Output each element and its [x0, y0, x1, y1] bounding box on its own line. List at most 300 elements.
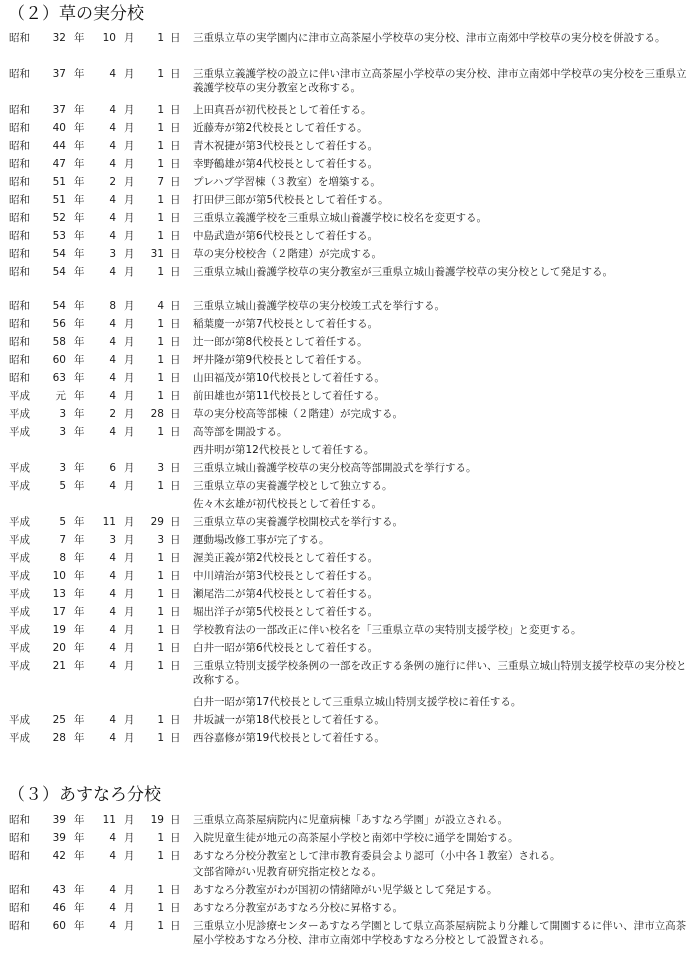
month-label: 月	[124, 516, 135, 528]
month-value: 4	[109, 902, 116, 914]
year-value: 8	[59, 552, 66, 564]
era-name: 平成	[9, 408, 30, 420]
day-value: 4	[157, 300, 164, 312]
year-value: 20	[52, 642, 66, 654]
era-name: 昭和	[9, 300, 30, 312]
era-name: 平成	[9, 426, 30, 438]
month-label: 月	[124, 212, 135, 224]
event-description: 瀬尾浩二が第4代校長として着任する。	[193, 588, 379, 600]
era-name: 昭和	[9, 122, 30, 134]
month-value: 4	[109, 266, 116, 278]
year-value: 37	[52, 68, 66, 80]
month-value: 4	[109, 372, 116, 384]
year-label: 年	[74, 588, 85, 600]
day-value: 1	[157, 318, 164, 330]
day-value: 1	[157, 606, 164, 618]
day-value: 1	[157, 140, 164, 152]
month-label: 月	[124, 624, 135, 636]
year-label: 年	[74, 714, 85, 726]
month-label: 月	[124, 660, 135, 672]
event-description: あすなろ分教室がわが国初の情緒障がい児学級として発足する。	[193, 884, 498, 896]
month-value: 4	[109, 336, 116, 348]
day-value: 1	[157, 212, 164, 224]
year-label: 年	[74, 642, 85, 654]
month-label: 月	[124, 354, 135, 366]
year-label: 年	[74, 248, 85, 260]
year-value: 63	[52, 372, 66, 384]
era-name: 平成	[9, 714, 30, 726]
year-label: 年	[74, 426, 85, 438]
day-value: 1	[157, 902, 164, 914]
year-label: 年	[74, 606, 85, 618]
era-name: 昭和	[9, 32, 30, 44]
year-label: 年	[74, 318, 85, 330]
era-name: 昭和	[9, 814, 30, 826]
day-value: 19	[150, 814, 164, 826]
month-label: 月	[124, 158, 135, 170]
day-value: 1	[157, 714, 164, 726]
day-value: 1	[157, 230, 164, 242]
event-description: 高等部を開設する。	[193, 426, 288, 438]
event-description: 井坂誠一が第18代校長として着任する。	[193, 714, 385, 726]
month-value: 4	[109, 122, 116, 134]
era-name: 昭和	[9, 920, 30, 932]
month-value: 11	[102, 814, 116, 826]
era-name: 昭和	[9, 318, 30, 330]
month-label: 月	[124, 122, 135, 134]
event-description: 西谷嘉修が第19代校長として着任する。	[193, 732, 385, 744]
era-name: 昭和	[9, 832, 30, 844]
day-value: 3	[157, 534, 164, 546]
event-description: 三重県立高茶屋病院内に児童病棟「あすなろ学園」が設立される。	[193, 814, 508, 826]
year-label: 年	[74, 32, 85, 44]
month-value: 4	[109, 732, 116, 744]
month-label: 月	[124, 372, 135, 384]
event-description: 三重県立草の実養護学校として独立する。	[193, 480, 393, 492]
month-value: 4	[109, 158, 116, 170]
month-label: 月	[124, 534, 135, 546]
month-label: 月	[124, 732, 135, 744]
era-name: 平成	[9, 462, 30, 474]
day-label: 日	[170, 660, 181, 672]
month-value: 4	[109, 354, 116, 366]
event-description: 稲葉慶一が第7代校長として着任する。	[193, 318, 379, 330]
month-value: 2	[109, 176, 116, 188]
day-value: 1	[157, 552, 164, 564]
year-label: 年	[74, 660, 85, 672]
day-label: 日	[170, 68, 181, 80]
year-value: 13	[52, 588, 66, 600]
year-label: 年	[74, 390, 85, 402]
event-description: あすなろ分教室があすなろ分校に昇格する。	[193, 902, 403, 914]
month-label: 月	[124, 266, 135, 278]
event-description: 打田伊三郎が第5代校長として着任する。	[193, 194, 389, 206]
day-value: 1	[157, 920, 164, 932]
year-label: 年	[74, 850, 85, 862]
era-name: 平成	[9, 732, 30, 744]
day-label: 日	[170, 390, 181, 402]
month-label: 月	[124, 300, 135, 312]
month-value: 4	[109, 194, 116, 206]
year-value: 3	[59, 426, 66, 438]
event-description: 前田雄也が第11代校長として着任する。	[193, 390, 385, 402]
month-label: 月	[124, 248, 135, 260]
era-name: 平成	[9, 516, 30, 528]
day-value: 1	[157, 32, 164, 44]
month-value: 4	[109, 884, 116, 896]
year-value: 7	[59, 534, 66, 546]
event-description: 三重県立草の実養護学校開校式を挙行する。	[193, 516, 403, 528]
day-label: 日	[170, 176, 181, 188]
event-description: 堀出洋子が第5代校長として着任する。	[193, 606, 379, 618]
event-description: 佐々木玄雄が初代校長として着任する。	[193, 498, 382, 510]
event-description: 入院児童生徒が地元の高茶屋小学校と南郊中学校に通学を開始する。	[193, 832, 519, 844]
event-description: プレハブ学習棟（３教室）を増築する。	[193, 176, 381, 188]
day-value: 1	[157, 158, 164, 170]
era-name: 昭和	[9, 230, 30, 242]
day-value: 1	[157, 266, 164, 278]
event-description: 三重県立義護学校の設立に伴い津市立高茶屋小学校草の実分校、津市立南郊中学校草の実分校を三重県立義護学校草の実分教室と改称する。	[193, 68, 687, 94]
day-value: 1	[157, 660, 164, 672]
day-label: 日	[170, 920, 181, 932]
month-label: 月	[124, 318, 135, 330]
month-value: 4	[109, 212, 116, 224]
month-label: 月	[124, 642, 135, 654]
day-label: 日	[170, 884, 181, 896]
year-label: 年	[74, 516, 85, 528]
day-label: 日	[170, 336, 181, 348]
month-label: 月	[124, 336, 135, 348]
month-value: 4	[109, 140, 116, 152]
event-description: あすなろ分校分教室として津市教育委員会より認可（小中各１教室）される。	[193, 850, 561, 862]
day-value: 1	[157, 850, 164, 862]
day-value: 1	[157, 372, 164, 384]
day-label: 日	[170, 32, 181, 44]
day-value: 1	[157, 336, 164, 348]
month-value: 4	[109, 624, 116, 636]
event-description: 近藤寿が第2代校長として着任する。	[193, 122, 368, 134]
year-value: 25	[52, 714, 66, 726]
year-label: 年	[74, 570, 85, 582]
month-value: 4	[109, 588, 116, 600]
year-value: 10	[52, 570, 66, 582]
month-label: 月	[124, 884, 135, 896]
year-label: 年	[74, 300, 85, 312]
event-description: 三重県立草の実学園内に津市立高茶屋小学校草の実分校、津市立南郊中学校草の実分校を併設する。	[193, 32, 666, 44]
day-label: 日	[170, 230, 181, 242]
month-value: 4	[109, 390, 116, 402]
year-value: 32	[52, 32, 66, 44]
year-value: 60	[52, 354, 66, 366]
event-description: 白井一昭が第17代校長として三重県立城山特別支援学校に着任する。	[193, 696, 522, 708]
year-label: 年	[74, 408, 85, 420]
day-label: 日	[170, 104, 181, 116]
day-value: 1	[157, 642, 164, 654]
day-label: 日	[170, 122, 181, 134]
day-label: 日	[170, 624, 181, 636]
day-value: 3	[157, 462, 164, 474]
month-label: 月	[124, 68, 135, 80]
month-label: 月	[124, 32, 135, 44]
era-name: 昭和	[9, 212, 30, 224]
day-label: 日	[170, 318, 181, 330]
section-title-kusanomi: （２）草の実分校	[8, 4, 144, 24]
era-name: 昭和	[9, 850, 30, 862]
month-label: 月	[124, 588, 135, 600]
year-value: 54	[52, 266, 66, 278]
month-label: 月	[124, 426, 135, 438]
month-label: 月	[124, 176, 135, 188]
year-label: 年	[74, 176, 85, 188]
day-label: 日	[170, 212, 181, 224]
year-label: 年	[74, 140, 85, 152]
day-label: 日	[170, 248, 181, 260]
era-name: 昭和	[9, 884, 30, 896]
event-description: 三重県立義護学校を三重県立城山養護学校に校名を変更する。	[193, 212, 487, 224]
day-value: 28	[150, 408, 164, 420]
era-name: 平成	[9, 570, 30, 582]
month-label: 月	[124, 104, 135, 116]
era-name: 昭和	[9, 336, 30, 348]
event-description: 中川靖治が第3代校長として着任する。	[193, 570, 379, 582]
era-name: 平成	[9, 606, 30, 618]
day-value: 1	[157, 354, 164, 366]
month-value: 4	[109, 920, 116, 932]
month-value: 4	[109, 606, 116, 618]
year-value: 39	[52, 832, 66, 844]
event-description: 中島武造が第6代校長として着任する。	[193, 230, 379, 242]
month-label: 月	[124, 480, 135, 492]
day-value: 1	[157, 884, 164, 896]
year-label: 年	[74, 902, 85, 914]
month-label: 月	[124, 832, 135, 844]
day-label: 日	[170, 588, 181, 600]
year-value: 52	[52, 212, 66, 224]
era-name: 昭和	[9, 68, 30, 80]
era-name: 平成	[9, 588, 30, 600]
year-value: 43	[52, 884, 66, 896]
year-label: 年	[74, 372, 85, 384]
day-value: 1	[157, 732, 164, 744]
year-label: 年	[74, 552, 85, 564]
event-description: 草の実分校校舎（２階建）が完成する。	[193, 248, 382, 260]
year-value: 28	[52, 732, 66, 744]
day-value: 1	[157, 426, 164, 438]
day-label: 日	[170, 814, 181, 826]
year-label: 年	[74, 122, 85, 134]
era-name: 昭和	[9, 248, 30, 260]
month-label: 月	[124, 140, 135, 152]
month-value: 8	[109, 300, 116, 312]
year-value: 40	[52, 122, 66, 134]
day-label: 日	[170, 534, 181, 546]
section-title-asunaro: （３）あすなろ分校	[8, 785, 161, 805]
era-name: 平成	[9, 534, 30, 546]
year-value: 53	[52, 230, 66, 242]
year-value: 47	[52, 158, 66, 170]
day-label: 日	[170, 516, 181, 528]
day-value: 1	[157, 570, 164, 582]
era-name: 昭和	[9, 902, 30, 914]
event-description: 三重県立小児診療センターあすなろ学園として県立高茶屋病院より分離して開園するに伴い、津市立高茶屋小学校あすなろ分校、津市立南郊中学校あすなろ分校として設置される。	[193, 920, 687, 946]
event-description: 三重県立城山養護学校草の実分教室が三重県立城山養護学校草の実分校として発足する。	[193, 266, 613, 278]
day-value: 1	[157, 390, 164, 402]
day-label: 日	[170, 140, 181, 152]
month-value: 6	[109, 462, 116, 474]
year-value: 51	[52, 194, 66, 206]
year-value: 51	[52, 176, 66, 188]
year-value: 44	[52, 140, 66, 152]
year-label: 年	[74, 732, 85, 744]
day-label: 日	[170, 902, 181, 914]
era-name: 平成	[9, 642, 30, 654]
month-value: 11	[102, 516, 116, 528]
day-label: 日	[170, 426, 181, 438]
day-label: 日	[170, 266, 181, 278]
year-label: 年	[74, 920, 85, 932]
year-label: 年	[74, 480, 85, 492]
day-value: 1	[157, 624, 164, 636]
era-name: 昭和	[9, 104, 30, 116]
year-label: 年	[74, 884, 85, 896]
year-value: 5	[59, 480, 66, 492]
month-value: 4	[109, 850, 116, 862]
month-label: 月	[124, 570, 135, 582]
year-label: 年	[74, 336, 85, 348]
era-name: 昭和	[9, 140, 30, 152]
era-name: 昭和	[9, 176, 30, 188]
day-value: 31	[150, 248, 164, 260]
era-name: 平成	[9, 552, 30, 564]
month-label: 月	[124, 920, 135, 932]
event-description: 辻一郎が第8代校長として着任する。	[193, 336, 368, 348]
month-value: 2	[109, 408, 116, 420]
day-label: 日	[170, 642, 181, 654]
month-value: 4	[109, 230, 116, 242]
year-value: 21	[52, 660, 66, 672]
year-label: 年	[74, 212, 85, 224]
month-value: 4	[109, 714, 116, 726]
day-value: 29	[150, 516, 164, 528]
year-label: 年	[74, 534, 85, 546]
day-label: 日	[170, 552, 181, 564]
event-description: 草の実分校高等部棟（２階建）が完成する。	[193, 408, 403, 420]
year-label: 年	[74, 68, 85, 80]
year-label: 年	[74, 462, 85, 474]
year-value: 42	[52, 850, 66, 862]
month-value: 4	[109, 552, 116, 564]
event-description: 上田真吾が初代校長として着任する。	[193, 104, 372, 116]
month-value: 4	[109, 104, 116, 116]
day-label: 日	[170, 732, 181, 744]
day-label: 日	[170, 606, 181, 618]
month-value: 4	[109, 426, 116, 438]
day-label: 日	[170, 372, 181, 384]
event-description: 白井一昭が第6代校長として着任する。	[193, 642, 379, 654]
event-description: 文部省障がい児教育研究指定校となる。	[193, 866, 382, 878]
year-value: 17	[52, 606, 66, 618]
year-value: 56	[52, 318, 66, 330]
year-value: 58	[52, 336, 66, 348]
era-name: 平成	[9, 390, 30, 402]
event-description: 渥美正義が第2代校長として着任する。	[193, 552, 379, 564]
day-label: 日	[170, 850, 181, 862]
day-label: 日	[170, 194, 181, 206]
month-label: 月	[124, 902, 135, 914]
year-value: 39	[52, 814, 66, 826]
year-label: 年	[74, 266, 85, 278]
era-name: 昭和	[9, 354, 30, 366]
day-label: 日	[170, 462, 181, 474]
day-label: 日	[170, 354, 181, 366]
month-value: 4	[109, 660, 116, 672]
day-label: 日	[170, 408, 181, 420]
day-value: 1	[157, 832, 164, 844]
event-description: 三重県立特別支援学校条例の一部を改正する条例の施行に伴い、三重県立城山特別支援学校草の実分校と改称する。	[193, 660, 687, 686]
month-value: 4	[109, 642, 116, 654]
month-value: 10	[102, 32, 116, 44]
year-label: 年	[74, 158, 85, 170]
event-description: 学校教育法の一部改正に伴い校名を「三重県立草の実特別支援学校」と変更する。	[193, 624, 582, 636]
era-name: 昭和	[9, 194, 30, 206]
year-value: 37	[52, 104, 66, 116]
year-label: 年	[74, 624, 85, 636]
event-description: 青木祝捷が第3代校長として着任する。	[193, 140, 379, 152]
day-label: 日	[170, 714, 181, 726]
month-label: 月	[124, 230, 135, 242]
month-value: 3	[109, 248, 116, 260]
day-value: 1	[157, 68, 164, 80]
month-value: 4	[109, 832, 116, 844]
year-value: 60	[52, 920, 66, 932]
month-label: 月	[124, 390, 135, 402]
year-value: 46	[52, 902, 66, 914]
year-value: 元	[55, 390, 66, 402]
era-name: 平成	[9, 624, 30, 636]
month-value: 3	[109, 534, 116, 546]
year-label: 年	[74, 814, 85, 826]
year-value: 3	[59, 462, 66, 474]
day-value: 1	[157, 122, 164, 134]
event-description: 山田福茂が第10代校長として着任する。	[193, 372, 385, 384]
event-description: 幸野鶴雄が第4代校長として着任する。	[193, 158, 379, 170]
year-value: 5	[59, 516, 66, 528]
month-label: 月	[124, 408, 135, 420]
era-name: 昭和	[9, 372, 30, 384]
day-label: 日	[170, 480, 181, 492]
event-description: 三重県立城山養護学校草の実分校竣工式を挙行する。	[193, 300, 445, 312]
era-name: 平成	[9, 480, 30, 492]
event-description: 三重県立城山養護学校草の実分校高等部開設式を挙行する。	[193, 462, 477, 474]
month-label: 月	[124, 850, 135, 862]
year-label: 年	[74, 832, 85, 844]
day-value: 7	[157, 176, 164, 188]
day-value: 1	[157, 588, 164, 600]
month-value: 4	[109, 318, 116, 330]
month-value: 4	[109, 68, 116, 80]
month-value: 4	[109, 480, 116, 492]
day-value: 1	[157, 104, 164, 116]
day-label: 日	[170, 300, 181, 312]
era-name: 昭和	[9, 266, 30, 278]
year-label: 年	[74, 230, 85, 242]
day-label: 日	[170, 832, 181, 844]
event-description: 坪井隆が第9代校長として着任する。	[193, 354, 368, 366]
month-value: 4	[109, 570, 116, 582]
year-value: 54	[52, 300, 66, 312]
month-label: 月	[124, 194, 135, 206]
month-label: 月	[124, 552, 135, 564]
